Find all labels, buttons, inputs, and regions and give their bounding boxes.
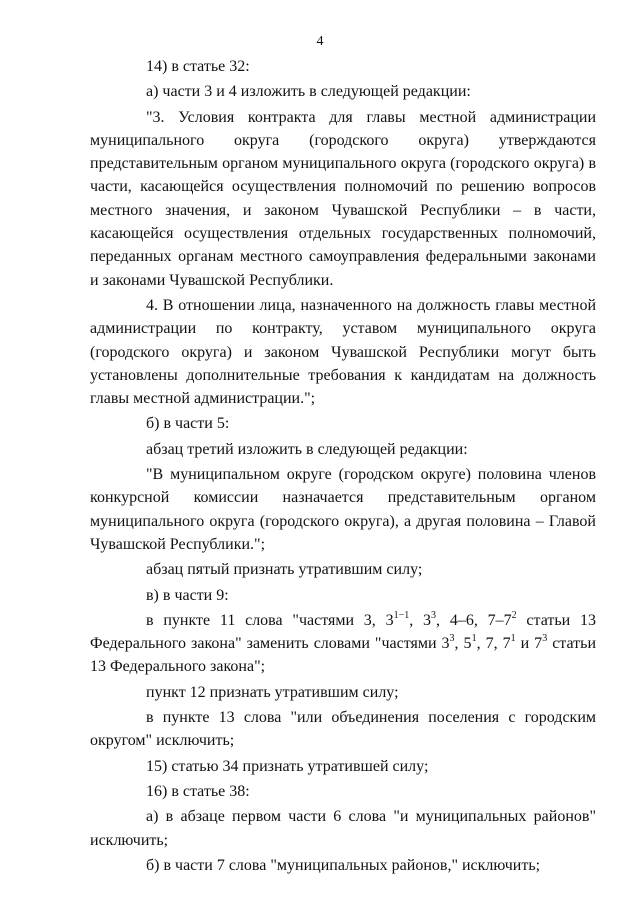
paragraph-part-7: б) в части 7 слова "муниципальных районов," исключить; <box>146 856 541 874</box>
paragraph-part-5: б) в части 5: <box>146 415 230 433</box>
paragraph-abzac-3: абзац третий изложить в следующей редакции: <box>146 440 468 458</box>
paragraph-abzac-5: абзац пятый признать утратившим силу; <box>146 561 423 579</box>
page-number: 4 <box>316 34 324 49</box>
paragraph-item-12: пункт 12 признать утратившим силу; <box>146 683 399 701</box>
paragraph-parts-3-4: а) части 3 и 4 изложить в следующей редакции: <box>146 83 471 101</box>
paragraph-part-4-text: 4. В отношении лица, назначенного на должность главы местной администрации по контракту, уставом муниципального округа (городского округа) и законом Чувашской Республики могут быть установлены дополнительные требования к кандидатам на должность главы местной администрации."; <box>90 296 596 408</box>
document-body <box>90 55 596 877</box>
paragraph-article-38: 16) в статье 38: <box>146 782 250 800</box>
paragraph-item-11: в пункте 11 слова "частями 3, $3^{1-1}$, $3^3$, 4–6, $7-7^2$ статьи 13 Федерального закона" заменить словами "частями $3^3$, $5^1$, 7, $7^1$ и $7^3$ статьи 13 Федерального закона"; <box>90 609 597 676</box>
paragraph-part-9: в) в части 9: <box>146 586 229 604</box>
paragraph-part-3-text: "3. Условия контракта для главы местной администрации муниципального округа (городского округа) утверждаются представительным органом муниципального округа (городского округа) в части, касающейся осуществления полномочий по решению вопросов местного значения, и законом Чувашской Республики – в части, касающейся осуществления отдельных государственных полномочий, переданных органам местного самоуправления федеральными законами и законами Чувашской Республики. <box>90 108 596 289</box>
paragraph-article-34: 15) статью 34 признать утратившей силу; <box>146 757 429 775</box>
paragraph-part-6: а) в абзаце первом части 6 слова "и муниципальных районов" исключить; <box>90 808 596 849</box>
paragraph-article-32: 14) в статье 32: <box>146 58 250 75</box>
paragraph-item-13: в пункте 13 слова "или объединения поселения с городским округом" исключить; <box>90 709 596 750</box>
paragraph-commission-text: "В муниципальном округе (городском округе) половина членов конкурсной комиссии назначается представительным органом муниципального округа (городского округа), а другая половина – Главой Чувашской Республики."; <box>90 466 596 553</box>
